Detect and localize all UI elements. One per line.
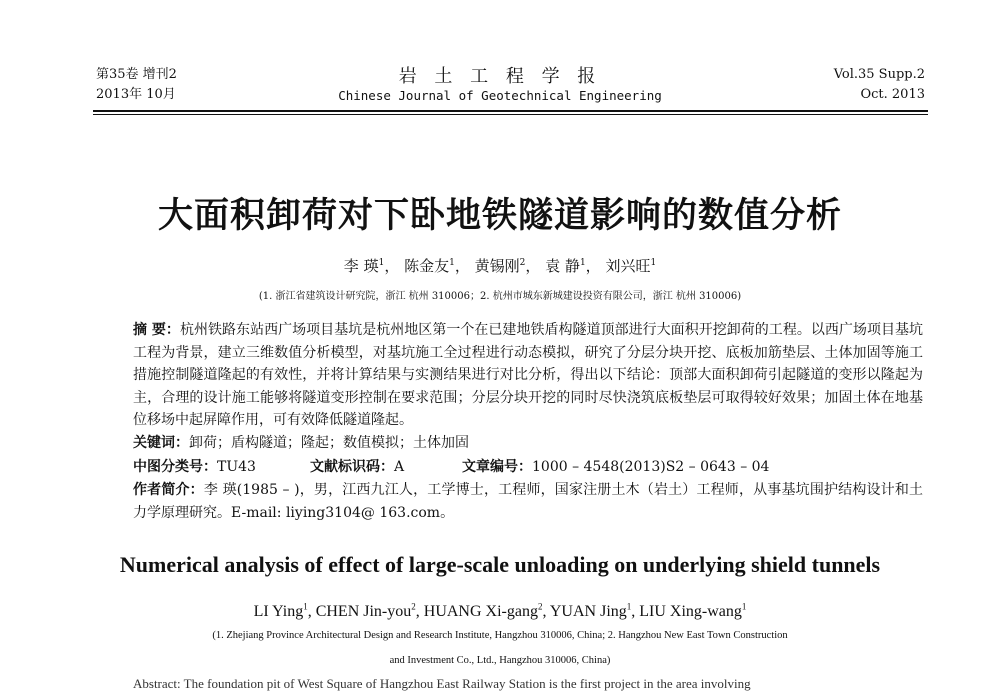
authors-zh: 李 瑛$^1$， 陈金友$^1$， 黄锡刚$^2$， 袁 静$^1$， 刘兴旺$^1$ (343, 257, 657, 275)
keywords-zh (133, 432, 469, 454)
date-en: Oct. 2013 (860, 87, 925, 102)
classification-line (133, 456, 256, 478)
author-zh: 黄锡刚 (474, 257, 520, 275)
author-zh: 袁 静 (545, 257, 580, 275)
affiliation-en-line1: (1. Zhejiang Province Architectural Design and Research Institute, Hangzhou 310006, China; 2. Hangzhou New East Town Construction (212, 630, 788, 641)
journal-name-en: Chinese Journal of Geotechnical Engineering (338, 88, 662, 103)
author-zh: 陈金友 (404, 257, 450, 275)
author-en: CHEN Jin-you (315, 603, 412, 620)
keywords-text: 卸荷；盾构隧道；隆起；数值模拟；土体加固 (189, 435, 469, 451)
affiliation-zh: (1. 浙江省建筑设计研究院，浙江 杭州 310006；2. 杭州市城东新城建设投资有限公司，浙江 杭州 310006) (258, 291, 742, 302)
volume-issue: 第35卷 增刊2 (96, 67, 177, 82)
author-en: LIU Xing-wang (639, 603, 742, 620)
article-number (462, 456, 769, 478)
clc-label: 中图分类号： (133, 459, 217, 475)
paper-title-zh: 大面积卸荷对下卧地铁隧道影响的数值分析 (157, 196, 842, 236)
authors-en: LI Ying$^1$, CHEN Jin-you$^2$, HUANG Xi-gang$^2$, YUAN Jing$^1$, LIU Xing-wang$^1$ (253, 601, 747, 620)
paper-title-en: Numerical analysis of effect of large-scale unloading on underlying shield tunnels (119, 552, 881, 577)
author-bio-label: 作者简介： (133, 482, 204, 498)
doc-value: A (394, 459, 405, 475)
year-month: 2013年 10月 (96, 87, 176, 102)
abstract-en-partial: Abstract: The foundation pit of West Square of Hangzhou East Railway Station is the first project in the area involving (133, 676, 751, 691)
header-rule-thick (93, 110, 928, 112)
clc-value: TU43 (217, 459, 256, 475)
journal-name-zh: 岩 土 工 程 学 报 (398, 66, 602, 87)
author-en: HUANG Xi-gang (423, 603, 538, 620)
author-bio (133, 479, 923, 524)
abstract-label: 摘 要： (133, 322, 180, 338)
abstract-text: 杭州铁路东站西广场项目基坑是杭州地区第一个在已建地铁盾构隧道顶部进行大面积开挖卸荷的工程。以西广场项目基坑工程为背景，建立三维数值分析模型，对基坑施工全过程进行动态模拟，研究了分层分块开挖、底板加筋垫层、土体加固等施工措施控制隧道隆起的有效性，并将计算结果与实测结果进行对比分析，得出以下结论：顶部大面积卸荷引起隧道的变形以隆起为主，合理的设计施工能够将隧道变形控制在要求范围；分层分块开挖的同时尽快浇筑底板垫层可取得较好效果；加固土体在地基位移场中起屏障作用，可有效降低隧道隆起。 (133, 322, 924, 428)
article-label: 文章编号： (462, 459, 532, 475)
abstract-zh (133, 319, 923, 432)
author-bio-text: 李 瑛(1985 – )，男，江西九江人，工学博士，工程师，国家注册土木（岩土）工程师，从事基坑围护结构设计和土力学原理研究。E-mail: liying3104@ 163.com。 (133, 482, 923, 521)
author-zh: 李 瑛 (343, 257, 379, 275)
affiliation-en-line2: and Investment Co., Ltd., Hangzhou 310006, China) (389, 655, 611, 666)
article-value: 1000 – 4548(2013)S2 – 0643 – 04 (532, 459, 770, 475)
doc-code (310, 456, 404, 478)
author-en: LI Ying (253, 603, 304, 620)
doc-label: 文献标识码： (310, 459, 394, 475)
vol-supp-en: Vol.35 Supp.2 (833, 67, 925, 82)
author-en: YUAN Jing (549, 603, 627, 620)
header-rule-thin (93, 114, 928, 115)
keywords-label: 关键词： (133, 435, 189, 451)
author-zh: 刘兴旺 (605, 257, 651, 275)
